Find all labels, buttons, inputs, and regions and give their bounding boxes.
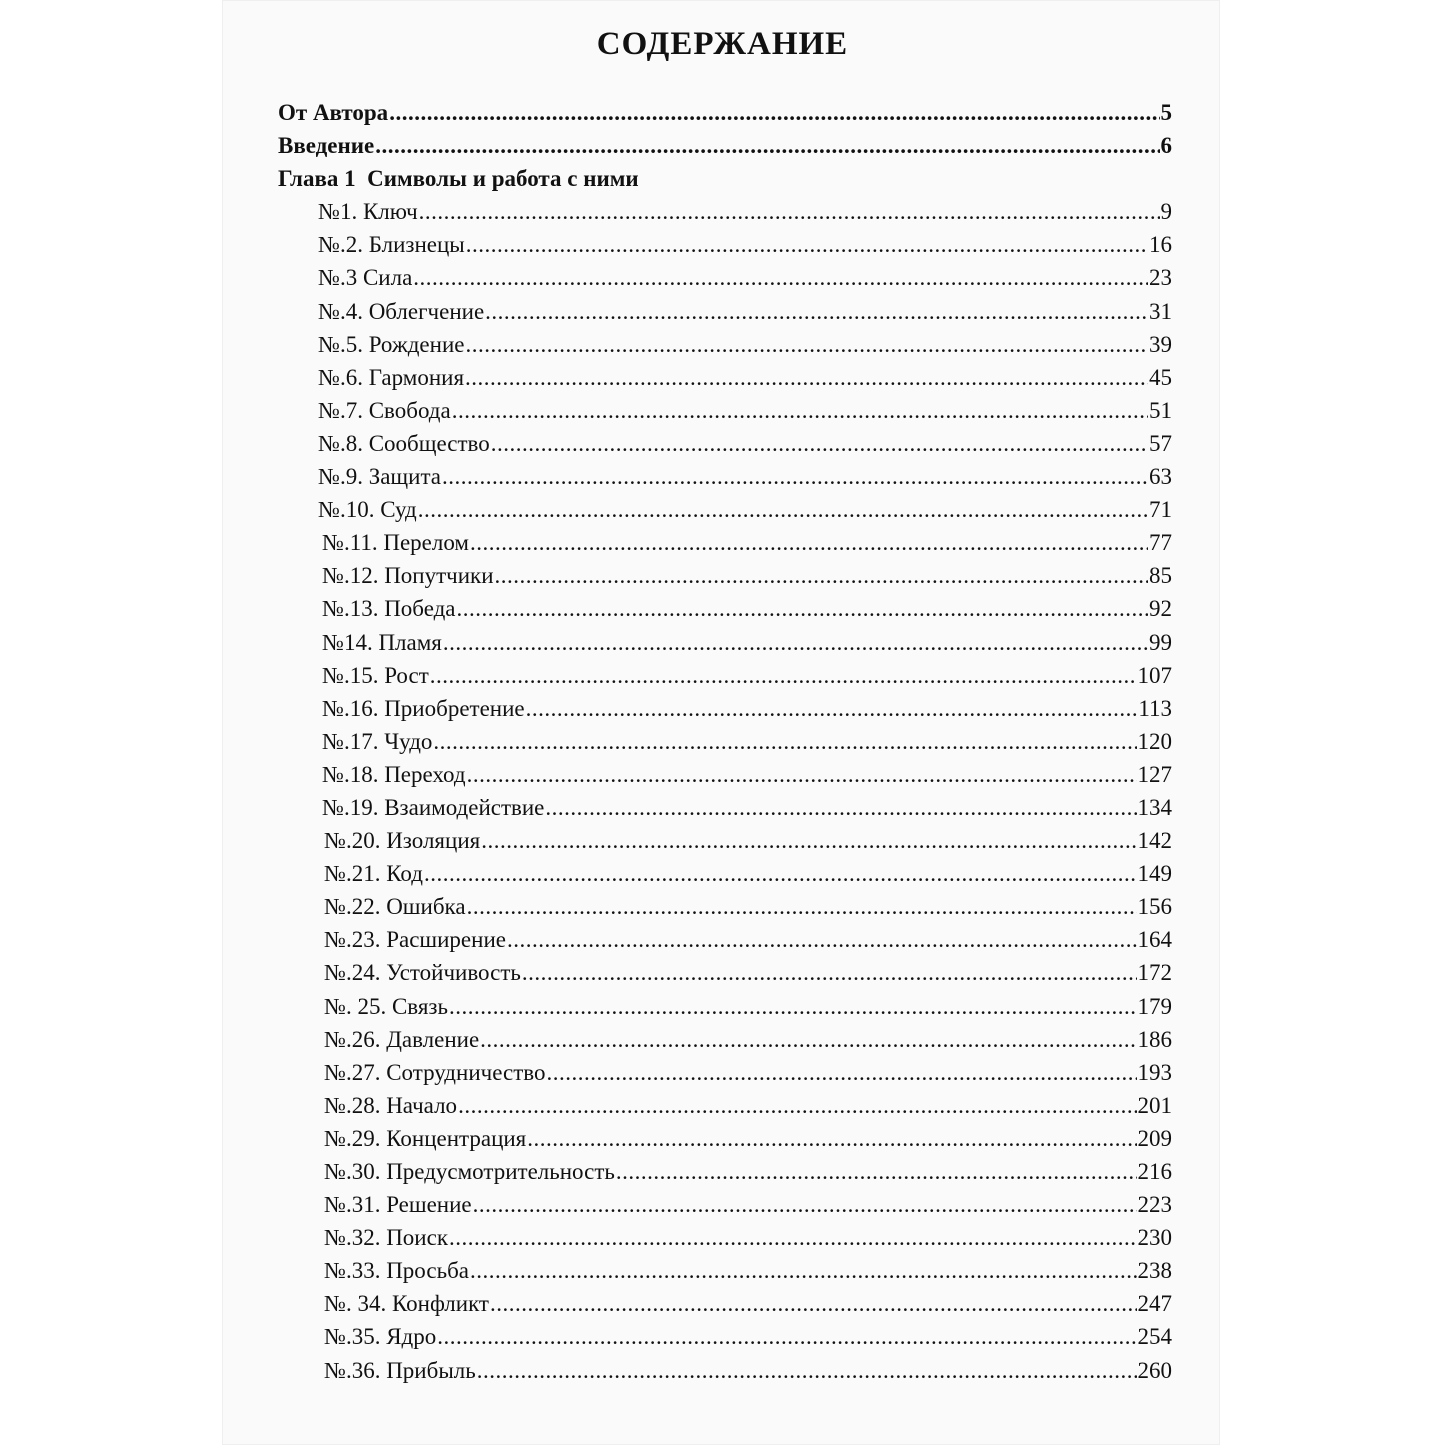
toc-label: №.3 Сила bbox=[318, 265, 413, 291]
toc-leader-dots bbox=[465, 361, 1148, 394]
toc-row bbox=[278, 956, 1172, 989]
toc-row bbox=[278, 1287, 1172, 1320]
toc-page-number: 16 bbox=[1149, 232, 1172, 258]
toc-label: №.18. Переход bbox=[322, 761, 466, 787]
toc-leader-dots bbox=[616, 1155, 1137, 1188]
toc-chapter-heading bbox=[278, 162, 1172, 195]
toc-leader-dots bbox=[389, 96, 1159, 129]
toc-leader-dots bbox=[495, 559, 1148, 592]
toc-page-number: 107 bbox=[1137, 662, 1172, 688]
toc-page-number: 134 bbox=[1137, 794, 1172, 820]
toc-leader-dots bbox=[546, 1056, 1136, 1089]
toc-leader-dots bbox=[466, 228, 1148, 261]
toc-row bbox=[278, 1254, 1172, 1287]
toc-row bbox=[278, 824, 1172, 857]
toc-label: №.16. Приобретение bbox=[322, 695, 525, 721]
toc-row bbox=[278, 626, 1172, 659]
toc-page-number: 238 bbox=[1137, 1258, 1172, 1284]
toc-leader-dots bbox=[481, 824, 1136, 857]
toc-label: №.30. Предусмотрительность bbox=[324, 1159, 615, 1184]
toc-label: №.17. Чудо bbox=[322, 728, 433, 754]
toc-label: №.26. Давление bbox=[324, 1026, 480, 1052]
toc-leader-dots bbox=[433, 725, 1136, 758]
toc-leader-dots bbox=[527, 1122, 1136, 1155]
toc-label: №.24. Устойчивость bbox=[324, 960, 521, 986]
toc-label: №.27. Сотрудничество bbox=[324, 1059, 546, 1085]
toc-label: №.7. Свобода bbox=[318, 397, 451, 423]
toc-row bbox=[278, 791, 1172, 824]
toc-leader-dots bbox=[470, 1254, 1137, 1287]
toc-entries bbox=[278, 195, 1172, 1386]
toc-page-number: 5 bbox=[1160, 100, 1172, 125]
toc-page-number: 260 bbox=[1137, 1357, 1172, 1383]
toc-leader-dots bbox=[467, 758, 1137, 791]
toc-row bbox=[278, 559, 1172, 592]
toc-label: №. 34. Конфликт bbox=[324, 1291, 489, 1317]
toc-row bbox=[278, 692, 1172, 725]
toc-label: №.32. Поиск bbox=[324, 1225, 448, 1251]
toc-label: №.12. Попутчики bbox=[322, 563, 494, 589]
toc-page-number: 156 bbox=[1137, 894, 1172, 920]
toc-label: №.9. Защита bbox=[318, 464, 441, 490]
toc-page-number: 230 bbox=[1137, 1225, 1172, 1251]
toc-leader-dots bbox=[419, 195, 1160, 228]
toc-page-number: 149 bbox=[1137, 861, 1172, 887]
toc-page-number: 120 bbox=[1137, 728, 1172, 754]
toc-page-number: 254 bbox=[1137, 1324, 1172, 1350]
toc-page-number: 9 bbox=[1160, 199, 1172, 225]
toc-page-number: 186 bbox=[1137, 1026, 1172, 1052]
toc-leader-dots bbox=[418, 493, 1148, 526]
toc-page-number: 164 bbox=[1137, 927, 1172, 953]
toc-leader-dots bbox=[480, 1023, 1136, 1056]
toc-leader-dots bbox=[467, 890, 1137, 923]
toc-leader-dots bbox=[424, 857, 1137, 890]
toc-row bbox=[278, 1188, 1172, 1221]
toc-page-number: 201 bbox=[1137, 1092, 1172, 1118]
toc-leader-dots bbox=[457, 592, 1148, 625]
toc-label: №.31. Решение bbox=[324, 1192, 472, 1218]
toc-row bbox=[278, 195, 1172, 228]
toc-label: Введение bbox=[278, 133, 375, 159]
toc-row bbox=[278, 295, 1172, 328]
toc-page-number: 223 bbox=[1137, 1192, 1172, 1218]
toc-leader-dots bbox=[491, 427, 1148, 460]
toc-row bbox=[278, 526, 1172, 559]
toc-row bbox=[278, 394, 1172, 427]
toc-row bbox=[278, 592, 1172, 625]
toc-label: №.28. Начало bbox=[324, 1092, 458, 1118]
toc-row bbox=[278, 96, 1172, 129]
toc-row bbox=[278, 493, 1172, 526]
toc-label: От Автора bbox=[278, 100, 389, 125]
toc-page-number: 51 bbox=[1149, 397, 1172, 423]
toc-leader-dots bbox=[473, 1188, 1137, 1221]
toc-row bbox=[278, 460, 1172, 493]
toc-row bbox=[278, 1155, 1172, 1188]
toc-page-number: 193 bbox=[1137, 1059, 1172, 1085]
toc-row bbox=[278, 1056, 1172, 1089]
toc-row bbox=[278, 923, 1172, 956]
toc-page-number: 92 bbox=[1149, 596, 1172, 622]
toc-row bbox=[278, 228, 1172, 261]
toc-label: №.23. Расширение bbox=[324, 927, 506, 953]
toc-label: №.5. Рождение bbox=[318, 331, 465, 357]
toc-page-number: 85 bbox=[1149, 563, 1172, 589]
toc-leader-dots bbox=[449, 990, 1137, 1023]
toc-label: №.35. Ядро bbox=[324, 1324, 437, 1350]
toc-row bbox=[278, 1122, 1172, 1155]
toc-row bbox=[278, 725, 1172, 758]
toc-leader-dots bbox=[465, 328, 1148, 361]
toc-leader-dots bbox=[526, 692, 1138, 725]
toc-label: №.4. Облегчение bbox=[318, 298, 485, 324]
toc-label: №.20. Изоляция bbox=[324, 828, 481, 854]
toc-row bbox=[278, 261, 1172, 294]
toc-leader-dots bbox=[477, 1354, 1137, 1387]
toc-page-number: 172 bbox=[1137, 960, 1172, 986]
toc-page-number: 6 bbox=[1160, 133, 1172, 159]
toc-row bbox=[278, 659, 1172, 692]
toc-label: №.15. Рост bbox=[322, 662, 429, 688]
toc-leader-dots bbox=[437, 1320, 1136, 1353]
toc-label: №.29. Концентрация bbox=[324, 1125, 527, 1151]
toc-page-number: 45 bbox=[1149, 364, 1172, 390]
toc-page-number: 71 bbox=[1149, 497, 1172, 523]
toc-label: №.22. Ошибка bbox=[324, 894, 466, 920]
toc-page-number: 99 bbox=[1149, 629, 1172, 655]
toc-page-number: 23 bbox=[1149, 265, 1172, 291]
toc-row bbox=[278, 758, 1172, 791]
toc-label: №.36. Прибыль bbox=[324, 1357, 476, 1383]
toc-page-number: 142 bbox=[1137, 828, 1172, 854]
toc-row bbox=[278, 1354, 1172, 1387]
toc-label: №14. Пламя bbox=[322, 629, 442, 655]
toc-leader-dots bbox=[443, 626, 1148, 659]
toc-label: №.11. Перелом bbox=[322, 530, 469, 556]
toc-leader-dots bbox=[545, 791, 1136, 824]
toc-leader-dots bbox=[413, 261, 1148, 294]
toc-label: №.33. Просьба bbox=[324, 1258, 469, 1284]
toc-page-number: 57 bbox=[1149, 430, 1172, 456]
toc-row bbox=[278, 1320, 1172, 1353]
toc-page-number: 127 bbox=[1137, 761, 1172, 787]
toc-row bbox=[278, 361, 1172, 394]
toc-page-number: 113 bbox=[1138, 695, 1172, 721]
toc-page-number: 39 bbox=[1149, 331, 1172, 357]
toc-label: №. 25. Связь bbox=[324, 993, 448, 1019]
toc-label: №.6. Гармония bbox=[318, 364, 465, 390]
toc-page-number: 179 bbox=[1137, 993, 1172, 1019]
toc-row bbox=[278, 1089, 1172, 1122]
toc-label: №.19. Взаимодействие bbox=[322, 794, 545, 820]
toc-leader-dots bbox=[458, 1089, 1136, 1122]
toc-page-number: 216 bbox=[1137, 1159, 1172, 1184]
toc-page-number: 209 bbox=[1137, 1125, 1172, 1151]
toc-leader-dots bbox=[375, 129, 1159, 162]
toc-label: №.21. Код bbox=[324, 861, 423, 887]
toc-leader-dots bbox=[442, 460, 1148, 493]
toc-page-number: 77 bbox=[1149, 530, 1172, 556]
page-title: СОДЕРЖАНИЕ bbox=[596, 26, 849, 62]
chapter-title: Глава 1 Символы и работа с ними bbox=[278, 166, 639, 192]
table-of-contents bbox=[278, 96, 1172, 1387]
toc-row bbox=[278, 328, 1172, 361]
toc-label: №.10. Суд bbox=[318, 497, 417, 523]
toc-row bbox=[278, 857, 1172, 890]
toc-leader-dots bbox=[507, 923, 1137, 956]
toc-label: №.13. Победа bbox=[322, 596, 456, 622]
toc-label: №.8. Сообщество bbox=[318, 430, 490, 456]
toc-row bbox=[278, 1221, 1172, 1254]
toc-row bbox=[278, 427, 1172, 460]
toc-leader-dots bbox=[485, 295, 1148, 328]
toc-leader-dots bbox=[522, 956, 1137, 989]
toc-leader-dots bbox=[430, 659, 1137, 692]
toc-label: №.2. Близнецы bbox=[318, 232, 465, 258]
toc-leader-dots bbox=[452, 394, 1148, 427]
toc-label: №1. Ключ bbox=[318, 199, 418, 225]
toc-leader-dots bbox=[449, 1221, 1137, 1254]
toc-row bbox=[278, 890, 1172, 923]
toc-row bbox=[278, 990, 1172, 1023]
toc-page-number: 63 bbox=[1149, 464, 1172, 490]
toc-leader-dots bbox=[470, 526, 1148, 559]
toc-leader-dots bbox=[490, 1287, 1137, 1320]
toc-page-number: 31 bbox=[1149, 298, 1172, 324]
toc-page-number: 247 bbox=[1137, 1291, 1172, 1317]
toc-row bbox=[278, 1023, 1172, 1056]
toc-row bbox=[278, 129, 1172, 162]
